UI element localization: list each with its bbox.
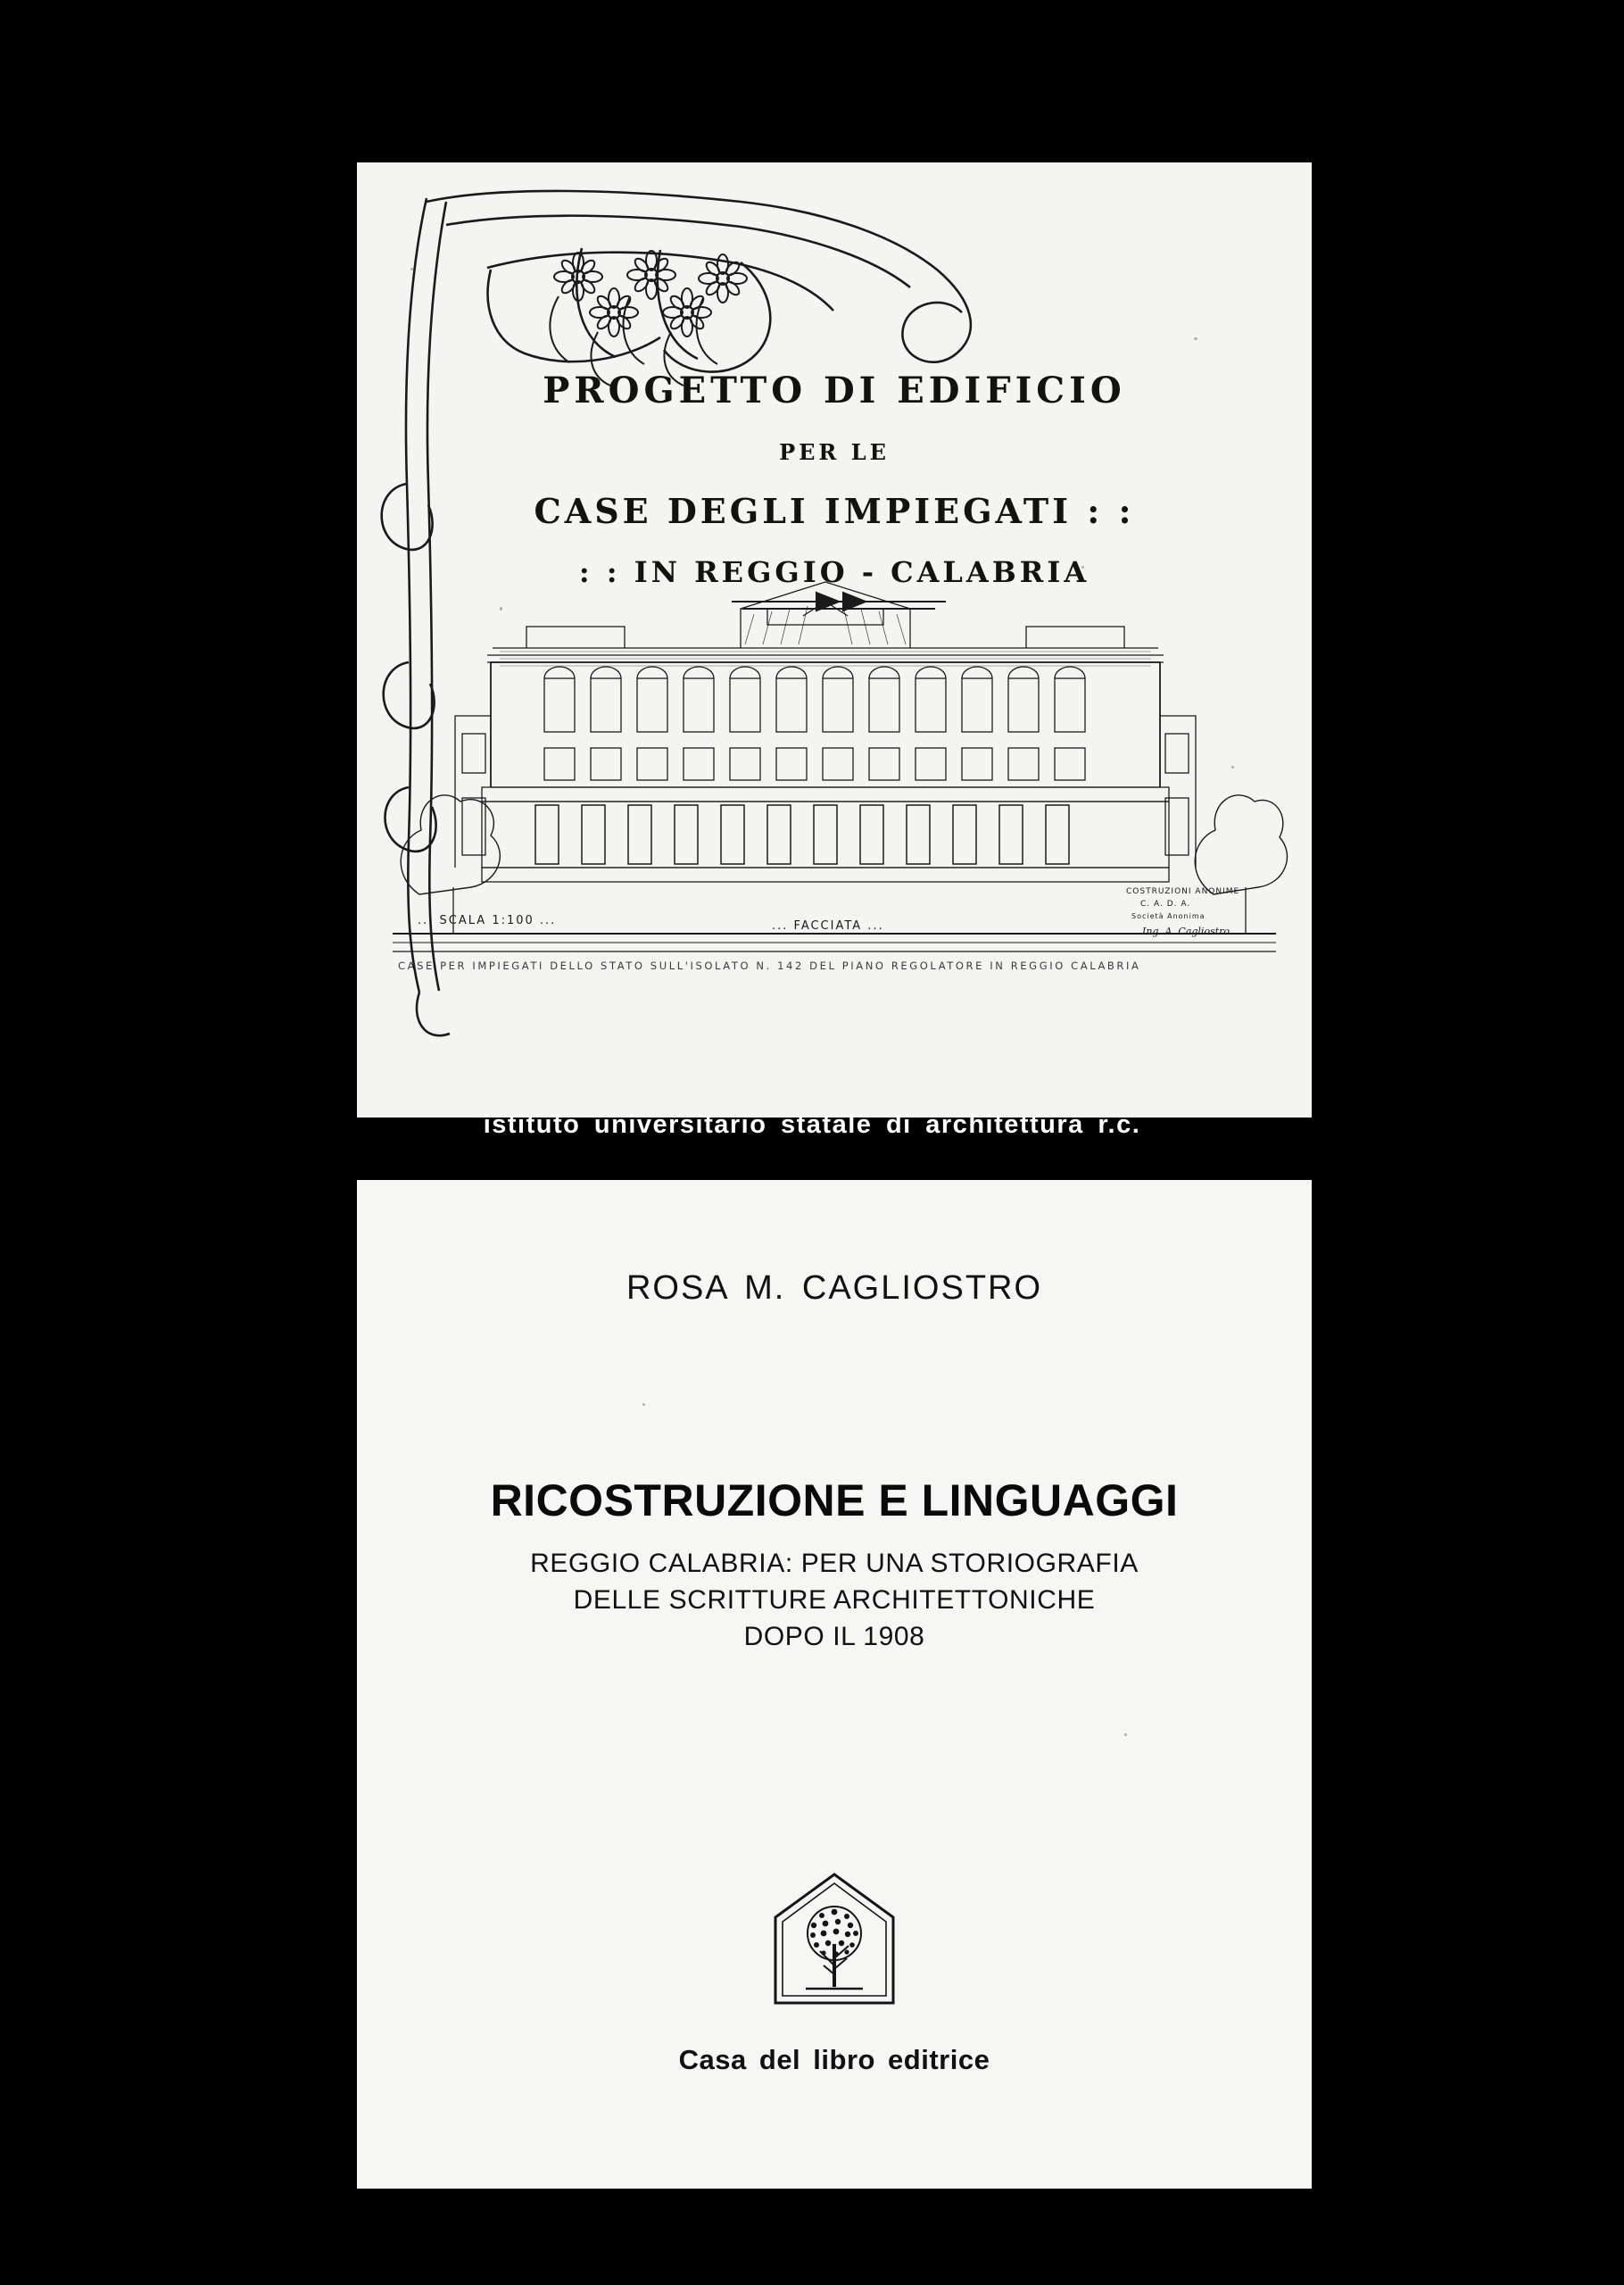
- ornament-frame: [382, 198, 450, 1035]
- scan-speckle: [1194, 337, 1197, 340]
- scan-speckle: [410, 268, 413, 270]
- scan-speckle: [1081, 566, 1084, 569]
- subtitle-line-3: DOPO IL 1908: [743, 1621, 925, 1651]
- cover-title-panel: [357, 1180, 1312, 2189]
- plate-title-line-2: PER LE: [779, 439, 890, 465]
- scan-speckle: [1124, 1733, 1127, 1736]
- publisher-logo-icon: [763, 1869, 906, 2010]
- author-name: ROSA M. CAGLIOSTRO: [626, 1269, 1043, 1307]
- architectural-drawing-plate: [357, 162, 1312, 1118]
- plate-inner: [357, 162, 1312, 1118]
- plate-title-line-1: PROGETTO DI EDIFICIO: [543, 370, 1126, 411]
- plate-signature-line-2: C. A. D. A.: [1140, 900, 1191, 909]
- plate-signature-line-4: Ing. A. Cagliostro: [1142, 926, 1230, 937]
- plate-signature-line-3: Società Anonima: [1131, 912, 1206, 920]
- scan-speckle: [839, 2053, 841, 2056]
- plate-signature-line-1: COSTRUZIONI ANONIME: [1126, 887, 1240, 896]
- subtitle-line-2: DELLE SCRITTURE ARCHITETTONICHE: [573, 1584, 1096, 1615]
- subtitle-line-1: REGGIO CALABRIA: PER UNA STORIOGRAFIA: [530, 1549, 1139, 1578]
- publisher-name: Casa del libro editrice: [678, 2044, 990, 2075]
- scan-speckle: [500, 607, 502, 611]
- plate-title-line-3: CASE DEGLI IMPIEGATI : :: [534, 491, 1135, 531]
- plate-title-line-4: : : IN REGGIO - CALABRIA: [578, 555, 1090, 589]
- scan-speckle: [1231, 766, 1234, 769]
- book-title: RICOSTRUZIONE E LINGUAGGI: [490, 1475, 1179, 1525]
- plate-scale-caption: ... SCALA 1:100 ...: [418, 914, 557, 927]
- institute-line: istituto universitario statale di architettura r.c.: [483, 1110, 1141, 1139]
- plate-artwork: [357, 162, 1312, 1118]
- scan-speckle: [642, 1403, 645, 1406]
- plate-view-caption: ... FACCIATA ...: [772, 919, 884, 933]
- book-subtitle: [357, 1546, 1312, 1655]
- plate-bottom-note: CASE PER IMPIEGATI DELLO STATO SULL'ISOLATO N. 142 DEL PIANO REGOLATORE IN REGGIO CALABRIA: [398, 960, 1141, 972]
